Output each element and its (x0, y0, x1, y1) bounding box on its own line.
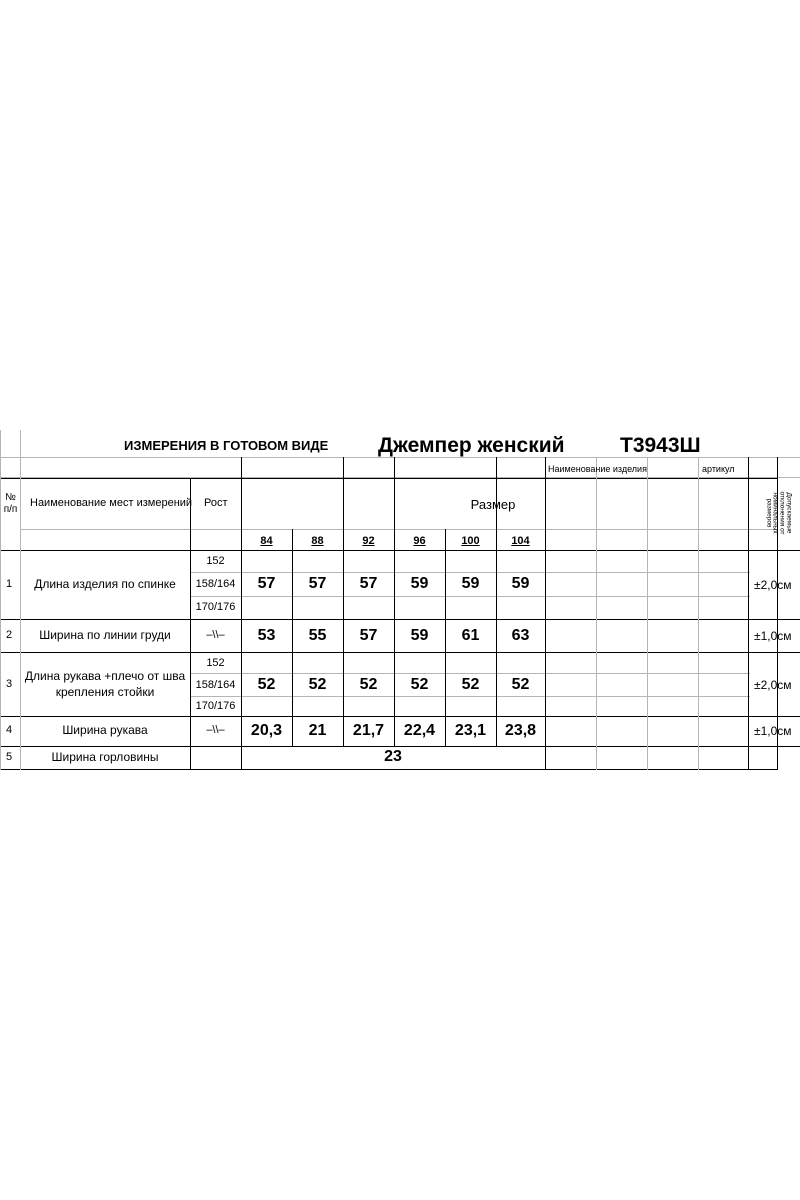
measure-column-header: Наименование мест измерений (30, 497, 193, 509)
measure-value: 21 (308, 722, 327, 739)
measure-value: 52 (461, 676, 480, 693)
grid-line (0, 619, 800, 620)
article-number: Т3943Ш (620, 434, 701, 457)
grid-line (0, 478, 778, 479)
measure-value: 52 (511, 676, 530, 693)
tolerance-value: ±1,0см (754, 724, 792, 738)
row-number: 3 (6, 678, 13, 690)
height-value: –\\– (206, 724, 225, 736)
row-number: 1 (6, 578, 13, 590)
grid-line (0, 457, 800, 458)
product-name-caption: Наименование изделия (548, 464, 647, 474)
measure-value: 20,3 (250, 722, 283, 739)
measure-value: 57 (359, 575, 378, 592)
height-value: –\\– (206, 629, 225, 641)
grid-line (0, 716, 800, 717)
grid-line (190, 572, 750, 573)
measure-value: 52 (308, 676, 327, 693)
size-header: 96 (413, 535, 426, 547)
measure-value: 59 (410, 575, 429, 592)
height-value: 152 (206, 555, 225, 567)
measure-name: Ширина рукава (62, 723, 148, 737)
product-name: Джемпер женский (378, 434, 565, 457)
measure-value: 55 (308, 627, 327, 644)
tolerance-value: ±1,0см (754, 629, 792, 643)
grid-line (0, 550, 800, 551)
measure-name-line1: Длина рукава +плечо от шва (24, 669, 186, 683)
tolerance-value: ±2,0см (754, 578, 792, 592)
grid-line (190, 673, 750, 674)
size-header: 88 (311, 535, 324, 547)
tolerance-value: ±2,0см (754, 678, 792, 692)
height-column-header: Рост (204, 497, 228, 509)
size-header: 100 (461, 535, 480, 547)
grid-line (20, 430, 21, 770)
measure-value: 61 (461, 627, 480, 644)
measure-value: 52 (410, 676, 429, 693)
height-value: 158/164 (195, 679, 236, 691)
measurements-table (0, 430, 800, 770)
measure-name: Длина изделия по спинке (34, 577, 176, 591)
size-header: 104 (511, 535, 530, 547)
number-column-header: № п/п (3, 492, 18, 515)
measure-value: 53 (257, 627, 276, 644)
grid-line (190, 696, 750, 697)
height-value: 158/164 (195, 578, 236, 590)
height-value: 152 (206, 657, 225, 669)
grid-line (0, 430, 1, 770)
grid-line (0, 746, 800, 747)
measure-value: 23 (384, 748, 402, 765)
row-number: 4 (6, 724, 13, 736)
measure-value: 57 (257, 575, 276, 592)
measure-value: 52 (257, 676, 276, 693)
size-header: 84 (260, 535, 273, 547)
measure-name-line2: крепления стойки (55, 685, 155, 699)
grid-line (0, 652, 800, 653)
row-number: 5 (6, 751, 13, 763)
measure-value: 22,4 (403, 722, 436, 739)
measure-value: 21,7 (352, 722, 385, 739)
section-label: ИЗМЕРЕНИЯ В ГОТОВОМ ВИДЕ (124, 438, 329, 453)
grid-line (748, 457, 749, 770)
tolerance-column-header: Допускаемые отклонения от номинальных размеров (765, 491, 793, 535)
height-value: 170/176 (195, 700, 236, 712)
grid-line (20, 529, 778, 530)
measure-value: 59 (461, 575, 480, 592)
row-number: 2 (6, 629, 13, 641)
measure-name: Ширина по линии груди (39, 628, 171, 642)
article-caption: артикул (702, 464, 735, 474)
grid-line (0, 769, 778, 770)
size-column-header: Размер (470, 497, 516, 512)
size-header: 92 (362, 535, 375, 547)
measure-value: 23,1 (454, 722, 487, 739)
measure-value: 63 (511, 627, 530, 644)
measure-name: Ширина горловины (51, 750, 159, 764)
measure-value: 57 (359, 627, 378, 644)
measure-value: 57 (308, 575, 327, 592)
measure-value: 23,8 (504, 722, 537, 739)
measure-value: 59 (410, 627, 429, 644)
measure-value: 52 (359, 676, 378, 693)
grid-line (190, 596, 750, 597)
measure-value: 59 (511, 575, 530, 592)
height-value: 170/176 (195, 601, 236, 613)
